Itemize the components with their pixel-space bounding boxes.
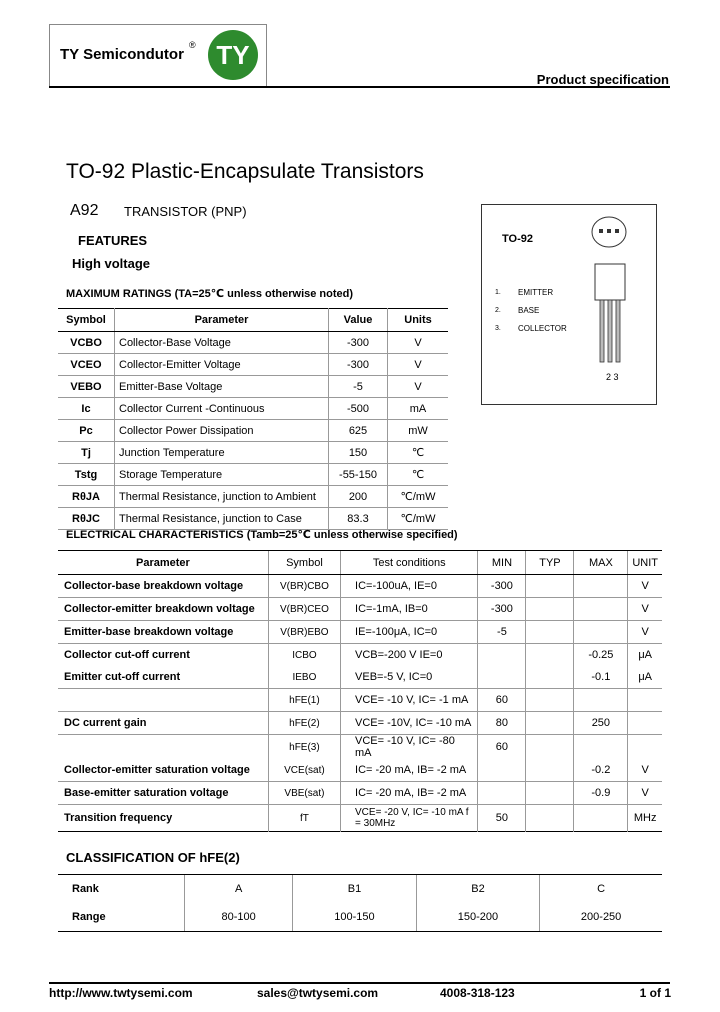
max-ratings-table xyxy=(58,308,448,530)
max-cell xyxy=(574,575,628,598)
max-cell: -0.9 xyxy=(574,782,628,805)
symbol-cell: VCEO xyxy=(58,354,115,376)
condition-cell: IC= -20 mA, IB= -2 mA xyxy=(341,782,478,805)
param-cell: DC current gain xyxy=(64,717,147,729)
product-specification-label: Product specification xyxy=(536,72,669,87)
max-cell: -0.1 xyxy=(574,666,628,689)
footer-divider xyxy=(49,982,670,984)
pin-label: COLLECTOR xyxy=(518,324,567,333)
unit-cell: V xyxy=(628,598,662,621)
value-cell: -5 xyxy=(329,376,388,398)
unit-cell: mA xyxy=(388,398,449,420)
min-cell: 50 xyxy=(478,805,526,832)
classification-title: CLASSIFICATION OF hFE(2) xyxy=(66,850,240,865)
pin-number: 3. xyxy=(495,325,501,332)
condition-cell: VCE= -20 V, IC= -10 mA f = 30MHz xyxy=(341,805,478,832)
parameter-cell: Collector Current -Continuous xyxy=(115,398,329,420)
col-header: Parameter xyxy=(115,309,329,332)
min-cell: 80 xyxy=(478,712,526,735)
logo-icon: TY xyxy=(208,30,258,80)
range-cell: 80-100 xyxy=(185,903,293,932)
table-header-row xyxy=(58,551,662,575)
param-cell xyxy=(58,689,268,712)
range-row xyxy=(58,903,662,932)
unit-cell xyxy=(628,689,662,712)
typ-cell xyxy=(526,759,574,782)
min-cell xyxy=(478,782,526,805)
typ-cell xyxy=(526,621,574,644)
parameter-cell: Collector-Emitter Voltage xyxy=(115,354,329,376)
max-cell xyxy=(574,689,628,712)
symbol-cell: RθJC xyxy=(58,508,115,530)
col-header: Test conditions xyxy=(341,551,478,575)
unit-cell: mW xyxy=(388,420,449,442)
table-row xyxy=(58,712,662,735)
rank-cell: B2 xyxy=(416,875,540,904)
rank-label: Rank xyxy=(58,875,185,904)
table-row xyxy=(58,644,662,667)
col-header: TYP xyxy=(526,551,574,575)
unit-cell: ℃ xyxy=(388,442,449,464)
col-header: UNIT xyxy=(628,551,662,575)
rank-cell: B1 xyxy=(293,875,417,904)
pin-label: EMITTER xyxy=(518,288,554,297)
condition-cell: IC=-1mA, IB=0 xyxy=(341,598,478,621)
param-cell: Collector-base breakdown voltage xyxy=(64,580,244,592)
typ-cell xyxy=(526,644,574,667)
typ-cell xyxy=(526,598,574,621)
symbol-cell: hFE(3) xyxy=(268,735,340,760)
value-cell: 83.3 xyxy=(329,508,388,530)
max-cell: -0.2 xyxy=(574,759,628,782)
min-cell: -5 xyxy=(478,621,526,644)
part-type: TRANSISTOR (PNP) xyxy=(124,204,247,219)
unit-cell: ℃/mW xyxy=(388,486,449,508)
typ-cell xyxy=(526,689,574,712)
parameter-cell: Collector-Base Voltage xyxy=(115,332,329,354)
condition-cell: VCE= -10V, IC= -10 mA xyxy=(341,712,478,735)
unit-cell xyxy=(628,735,662,760)
table-row xyxy=(58,464,448,486)
symbol-cell: hFE(2) xyxy=(268,712,340,735)
param-cell xyxy=(58,735,268,760)
min-cell: -300 xyxy=(478,575,526,598)
table-row xyxy=(58,354,448,376)
parameter-cell: Collector Power Dissipation xyxy=(115,420,329,442)
symbol-cell: ICBO xyxy=(268,644,340,667)
table-row xyxy=(58,735,662,760)
table-row xyxy=(58,759,662,782)
symbol-cell: VEBO xyxy=(58,376,115,398)
symbol-cell: V(BR)CBO xyxy=(268,575,340,598)
condition-cell: VCE= -10 V, IC= -1 mA xyxy=(341,689,478,712)
part-number: A92 xyxy=(70,202,99,219)
symbol-cell: fT xyxy=(268,805,340,832)
min-cell xyxy=(478,666,526,689)
rank-cell: A xyxy=(185,875,293,904)
parameter-cell: Storage Temperature xyxy=(115,464,329,486)
symbol-cell: V(BR)CEO xyxy=(268,598,340,621)
logo-text: TY Semicondutor xyxy=(60,46,184,63)
col-header: Symbol xyxy=(268,551,340,575)
table-row xyxy=(58,508,448,530)
feature-item: High voltage xyxy=(72,256,151,271)
range-label: Range xyxy=(58,903,185,932)
symbol-cell: IEBO xyxy=(268,666,340,689)
range-cell: 200-250 xyxy=(540,903,662,932)
unit-cell: V xyxy=(628,575,662,598)
pin-label: BASE xyxy=(518,306,540,315)
classification-table xyxy=(58,874,662,932)
table-row xyxy=(58,486,448,508)
symbol-cell: Tj xyxy=(58,442,115,464)
unit-cell: ℃/mW xyxy=(388,508,449,530)
col-header: MIN xyxy=(478,551,526,575)
max-cell xyxy=(574,735,628,760)
typ-cell xyxy=(526,712,574,735)
website-link[interactable]: http://www.twtysemi.com xyxy=(49,986,193,1000)
table-row xyxy=(58,442,448,464)
table-row xyxy=(58,689,662,712)
param-cell: Collector-emitter saturation voltage xyxy=(64,764,250,776)
symbol-cell: VCBO xyxy=(58,332,115,354)
symbol-cell: Ic xyxy=(58,398,115,420)
value-cell: -300 xyxy=(329,354,388,376)
value-cell: -300 xyxy=(329,332,388,354)
col-header: Symbol xyxy=(58,309,115,332)
table-row xyxy=(58,666,662,689)
condition-cell: VCE= -10 V, IC= -80 mA xyxy=(341,735,478,760)
value-cell: 150 xyxy=(329,442,388,464)
condition-cell: IE=-100μA, IC=0 xyxy=(341,621,478,644)
condition-cell: VEB=-5 V, IC=0 xyxy=(341,666,478,689)
table-row xyxy=(58,598,662,621)
col-header: MAX xyxy=(574,551,628,575)
table-row xyxy=(58,805,662,832)
min-cell xyxy=(478,759,526,782)
table-row xyxy=(58,420,448,442)
rank-cell: C xyxy=(540,875,662,904)
max-ratings-title: MAXIMUM RATINGS (TA=25℃ unless otherwise noted) xyxy=(66,288,354,300)
table-row xyxy=(58,575,662,598)
value-cell: 200 xyxy=(329,486,388,508)
bottom-pin-numbers: 2 3 xyxy=(606,372,619,382)
max-cell: 250 xyxy=(574,712,628,735)
param-cell: Base-emitter saturation voltage xyxy=(64,787,229,799)
typ-cell xyxy=(526,782,574,805)
param-cell: Emitter-base breakdown voltage xyxy=(64,626,234,638)
table-row xyxy=(58,398,448,420)
max-cell xyxy=(574,805,628,832)
typ-cell xyxy=(526,666,574,689)
param-cell: Collector cut-off current xyxy=(64,649,190,661)
min-cell: 60 xyxy=(478,689,526,712)
parameter-cell: Thermal Resistance, junction to Case xyxy=(115,508,329,530)
max-cell xyxy=(574,598,628,621)
typ-cell xyxy=(526,735,574,760)
page-number: 1 of 1 xyxy=(639,986,671,1000)
symbol-cell: Tstg xyxy=(58,464,115,486)
value-cell: -55-150 xyxy=(329,464,388,486)
parameter-cell: Junction Temperature xyxy=(115,442,329,464)
unit-cell: ℃ xyxy=(388,464,449,486)
email-link[interactable]: sales@twtysemi.com xyxy=(257,986,379,1000)
phone-number: 4008-318-123 xyxy=(440,986,515,1000)
col-header: Value xyxy=(329,309,388,332)
param-cell: Emitter cut-off current xyxy=(64,671,181,683)
min-cell: 60 xyxy=(478,735,526,760)
param-cell: Collector-emitter breakdown voltage xyxy=(64,603,255,615)
unit-cell: V xyxy=(628,621,662,644)
unit-cell: V xyxy=(388,332,449,354)
symbol-cell: hFE(1) xyxy=(268,689,340,712)
symbol-cell: Pc xyxy=(58,420,115,442)
pin-number: 1. xyxy=(495,289,501,296)
max-cell xyxy=(574,621,628,644)
unit-cell: μA xyxy=(628,666,662,689)
condition-cell: IC= -20 mA, IB= -2 mA xyxy=(341,759,478,782)
features-heading: FEATURES xyxy=(78,233,148,248)
table-header-row xyxy=(58,309,448,332)
typ-cell xyxy=(526,575,574,598)
value-cell: 625 xyxy=(329,420,388,442)
pin-number: 2. xyxy=(495,307,501,314)
range-cell: 100-150 xyxy=(293,903,417,932)
unit-cell: μA xyxy=(628,644,662,667)
symbol-cell: VCE(sat) xyxy=(268,759,340,782)
range-cell: 150-200 xyxy=(416,903,540,932)
parameter-cell: Thermal Resistance, junction to Ambient xyxy=(115,486,329,508)
symbol-cell: VBE(sat) xyxy=(268,782,340,805)
condition-cell: VCB=-200 V IE=0 xyxy=(341,644,478,667)
symbol-cell: V(BR)EBO xyxy=(268,621,340,644)
electrical-table xyxy=(58,550,662,832)
registered-mark: ® xyxy=(189,40,196,50)
condition-cell: IC=-100uA, IE=0 xyxy=(341,575,478,598)
unit-cell: V xyxy=(388,354,449,376)
unit-cell: V xyxy=(628,759,662,782)
header-divider xyxy=(49,86,670,88)
rank-row xyxy=(58,875,662,904)
electrical-title: ELECTRICAL CHARACTERISTICS (Tamb=25℃ unless otherwise specified) xyxy=(66,529,458,541)
value-cell: -500 xyxy=(329,398,388,420)
table-row xyxy=(58,332,448,354)
page-title: TO-92 Plastic-Encapsulate Transistors xyxy=(66,160,424,183)
max-cell: -0.25 xyxy=(574,644,628,667)
unit-cell: V xyxy=(388,376,449,398)
parameter-cell: Emitter-Base Voltage xyxy=(115,376,329,398)
unit-cell xyxy=(628,712,662,735)
symbol-cell: RθJA xyxy=(58,486,115,508)
min-cell: -300 xyxy=(478,598,526,621)
table-row xyxy=(58,621,662,644)
col-header: Units xyxy=(388,309,449,332)
table-row xyxy=(58,376,448,398)
col-header: Parameter xyxy=(58,551,268,575)
package-title: TO-92 xyxy=(502,233,533,245)
param-cell: Transition frequency xyxy=(64,812,173,824)
to92-package-icon xyxy=(585,214,635,374)
unit-cell: MHz xyxy=(628,805,662,832)
table-row xyxy=(58,782,662,805)
typ-cell xyxy=(526,805,574,832)
min-cell xyxy=(478,644,526,667)
unit-cell: V xyxy=(628,782,662,805)
